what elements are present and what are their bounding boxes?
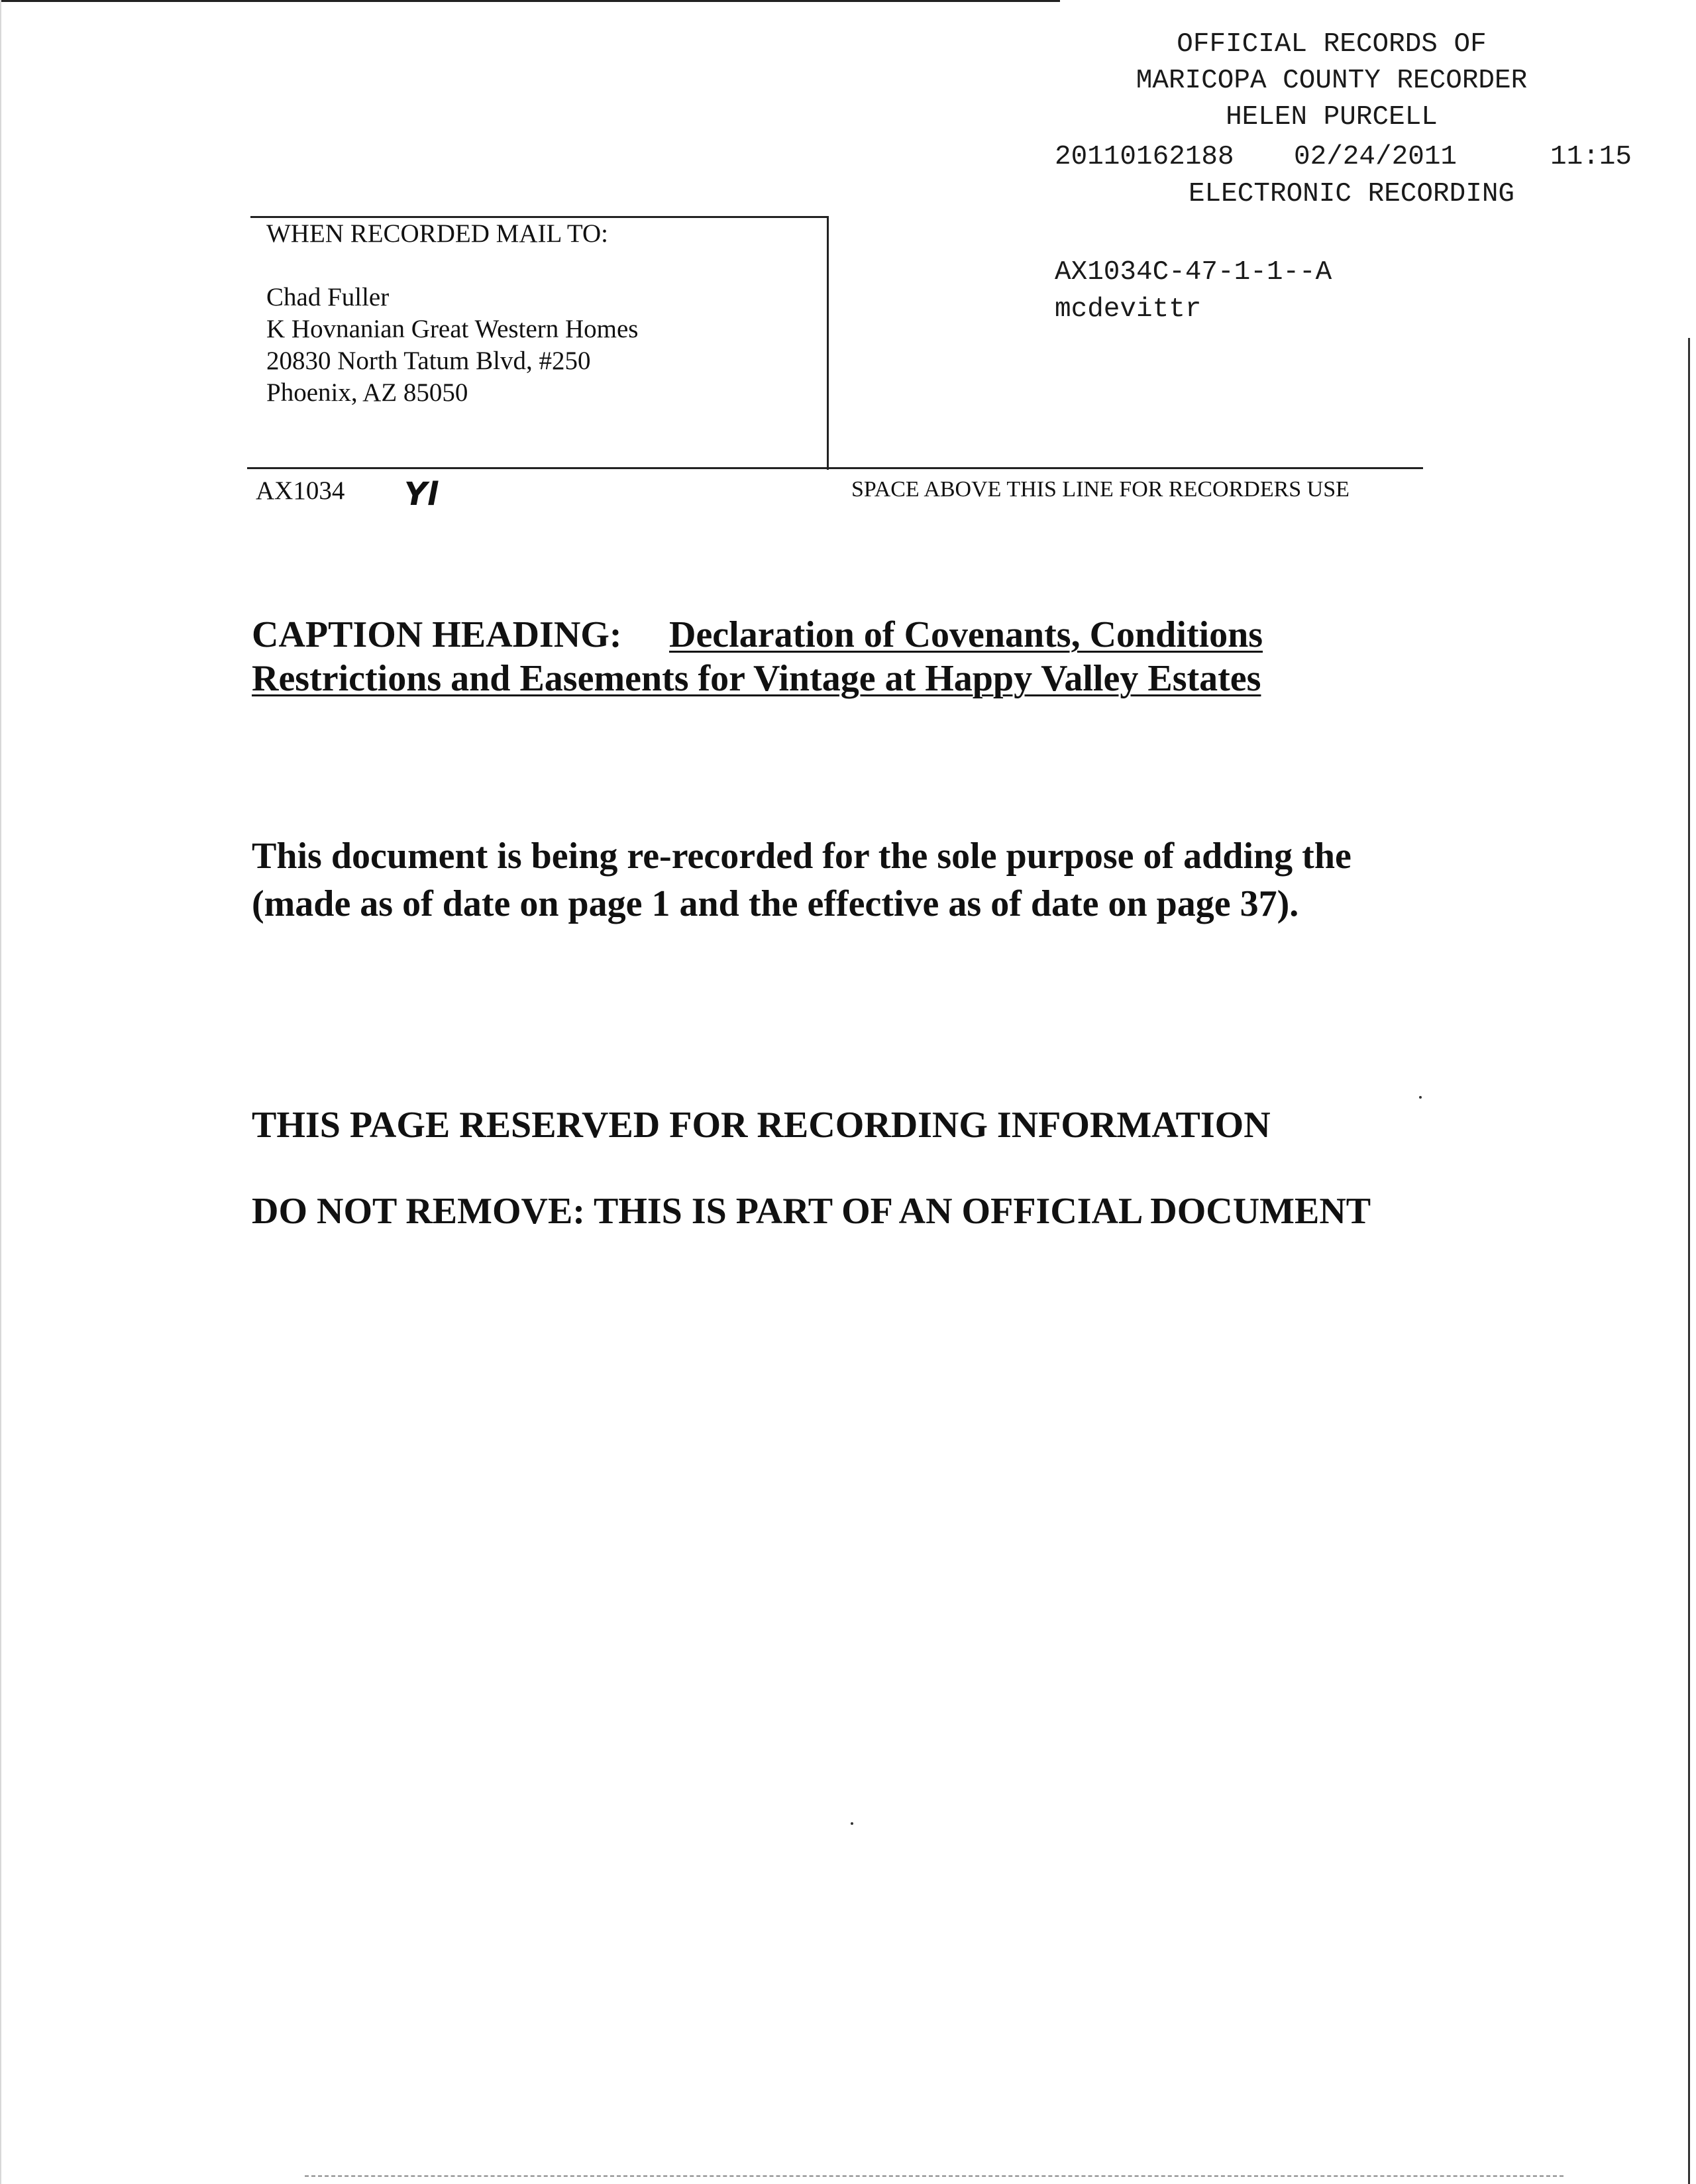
scan-speck: [1419, 1096, 1422, 1099]
statement-line1: This document is being re-recorded for the sole purpose of adding the: [252, 836, 1352, 877]
stamp-line-electronic: ELECTRONIC RECORDING: [1188, 179, 1515, 209]
caption-title-line1: Declaration of Covenants, Conditions: [669, 614, 1263, 655]
stamp-line-official: OFFICIAL RECORDS OF: [1177, 29, 1487, 60]
mail-to-street: 20830 North Tatum Blvd, #250: [266, 347, 591, 375]
mail-to-label: WHEN RECORDED MAIL TO:: [266, 219, 609, 248]
stamp-line-recorder: HELEN PURCELL: [1226, 102, 1438, 133]
mail-to-name: Chad Fuller: [266, 283, 390, 311]
bottom-scan-dash: [305, 2175, 1564, 2177]
handwritten-initials: Yl: [404, 476, 439, 513]
caption-title-line2: Restrictions and Easements for Vintage at Happy Valley Estates: [252, 658, 1261, 699]
stamp-record-time: 11:15: [1550, 142, 1632, 172]
scan-speck: [851, 1822, 853, 1825]
reference-code: AX1034: [256, 476, 345, 505]
recorder-use-note: SPACE ABOVE THIS LINE FOR RECORDERS USE: [851, 477, 1350, 502]
statement-line2: (made as of date on page 1 and the effective as of date on page 37).: [252, 883, 1299, 924]
caption-label: CAPTION HEADING:: [252, 614, 622, 655]
mail-to-company: K Hovnanian Great Western Homes: [266, 315, 639, 343]
stamp-doc-code: AX1034C-47-1-1--A: [1055, 257, 1332, 288]
left-scan-edge: [0, 0, 1, 2184]
recorder-separator-line: [247, 467, 1423, 469]
right-scan-edge: [1688, 338, 1690, 2184]
stamp-line-county: MARICOPA COUNTY RECORDER: [1136, 66, 1528, 96]
top-scan-rule: [0, 0, 1060, 2]
mail-to-city: Phoenix, AZ 85050: [266, 378, 468, 407]
do-not-remove-notice: DO NOT REMOVE: THIS IS PART OF AN OFFICIAL DOCUMENT: [252, 1191, 1371, 1232]
stamp-clerk: mcdevittr: [1055, 294, 1202, 325]
stamp-record-date: 02/24/2011: [1294, 142, 1458, 172]
reserved-notice: THIS PAGE RESERVED FOR RECORDING INFORMATION: [252, 1105, 1271, 1146]
stamp-record-number: 20110162188: [1055, 142, 1234, 172]
